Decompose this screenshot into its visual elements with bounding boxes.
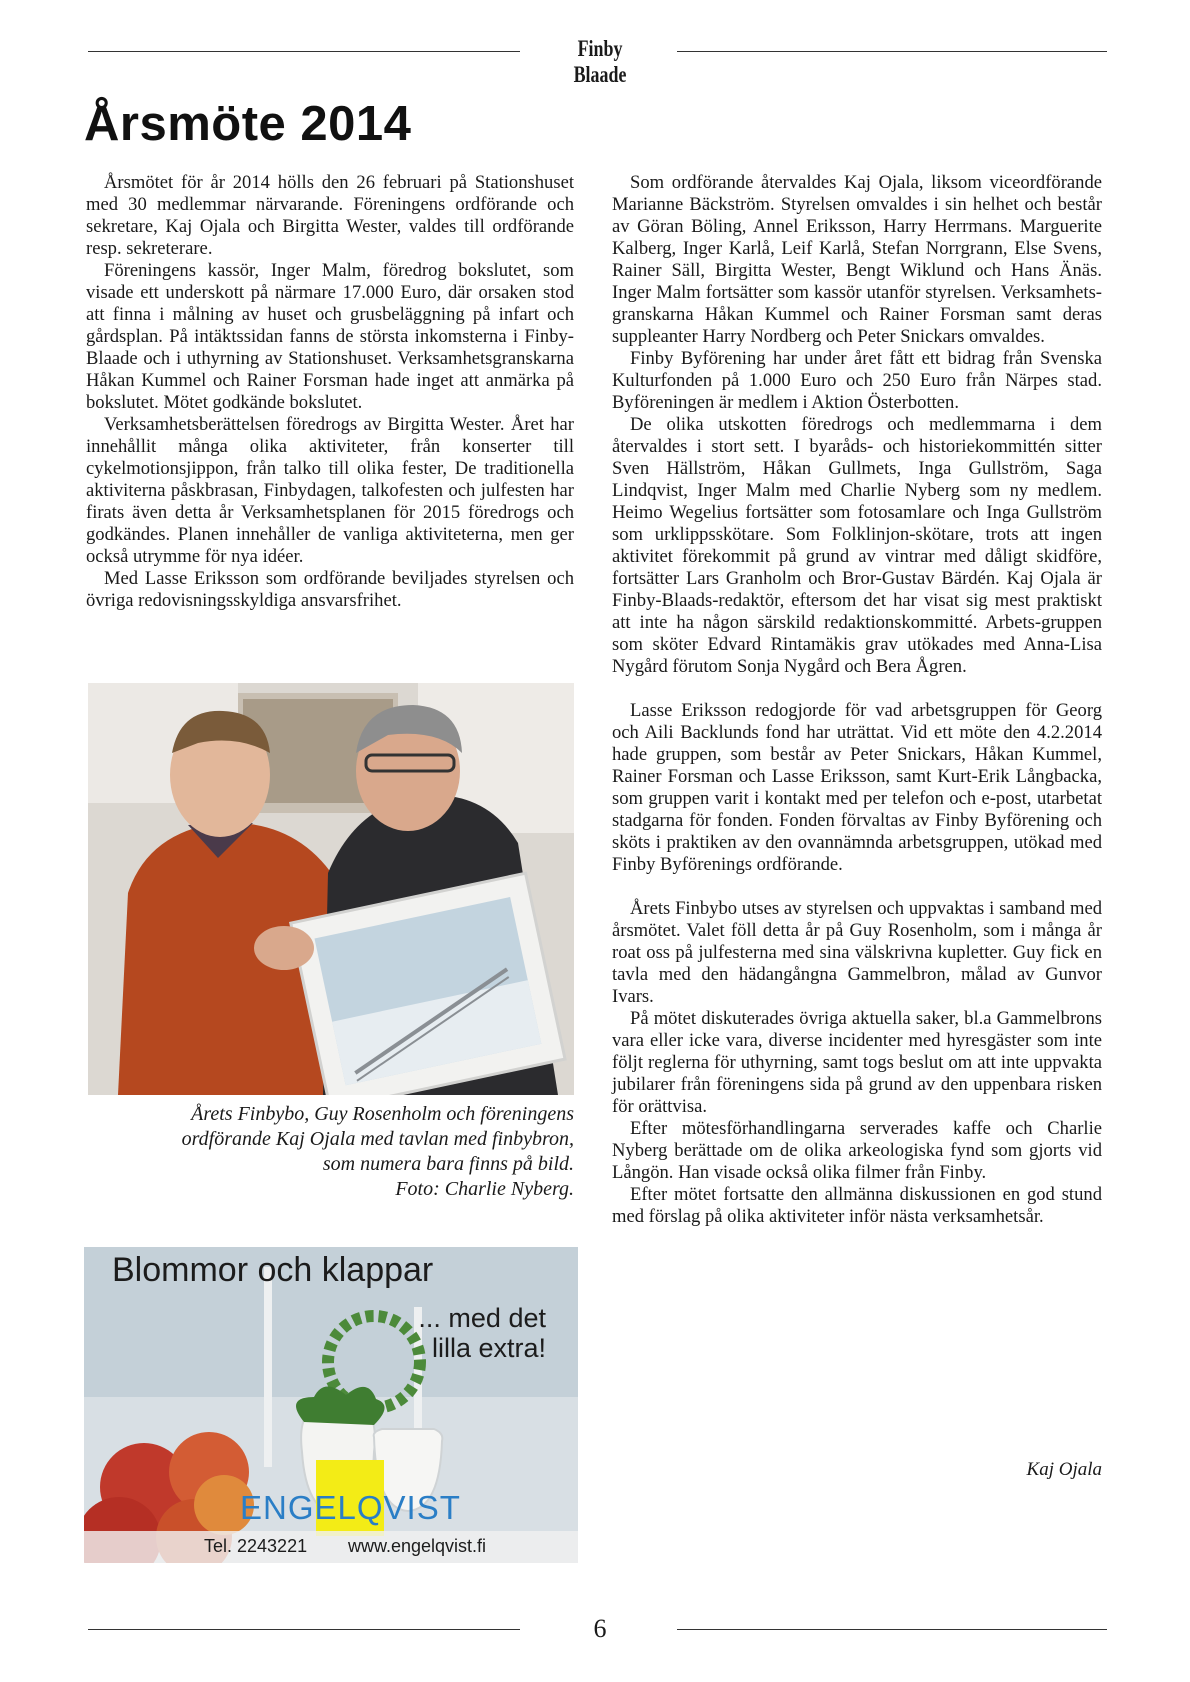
ad-website-link[interactable]: www.engelqvist.fi	[348, 1536, 487, 1556]
header-rule-left	[88, 51, 520, 52]
paragraph: De olika utskotten föredrogs och medlemmarna i dem återvaldes i stort sett. I byaråds- och historiekommittén sitter Sven Hällström, Håkan Gullmets, Inga Gullström, Saga Lindqvist, Inger Malm med Charlie Nyberg som ny medlem. Heimo Wegelius fortsätter som fotosamlare och Inga Gullström som urklippsskötare. Som Folklinjon-skötare, trots att ingen aktivitet förekommit på grund av vintrar med dåligt skidföre, fortsätter Lars Granholm och Bror-Gustav Bärdén. Kaj Ojala är Finby-Blaads-redaktör, eftersom det har visat sig mest praktiskt att inte ha någon särskild redaktionskommitté. Arbets-gruppen som sköter Edvard Rintamäkis grav utökades med Anna-Lisa Nygård förutom Sonja Nygård och Bera Ågren.	[612, 414, 1102, 677]
footer-rule-right	[677, 1629, 1107, 1630]
caption-line: ordförande Kaj Ojala med tavlan med finbybron,	[181, 1128, 574, 1150]
page-number: 6	[593, 1614, 607, 1643]
caption-line: som numera bara finns på bild.	[322, 1153, 574, 1175]
header-rule-right	[677, 51, 1107, 52]
article-title: Årsmöte 2014	[84, 97, 412, 151]
caption-line: Årets Finbybo, Guy Rosenholm och föreningens	[191, 1103, 574, 1125]
article-right-column	[612, 172, 1102, 1228]
paragraph: Efter mötesförhandlingarna serverades kaffe och Charlie Nyberg berättade om de olika arkeologiska fynd som gjorts vid Långön. Han visade också olika filmer från Finby.	[612, 1118, 1102, 1183]
publication-title: Finby Blaade	[573, 36, 627, 87]
ad-tagline-1: ... med det	[418, 1303, 546, 1333]
paragraph: Med Lasse Eriksson som ordförande beviljades styrelsen och övriga redovisningsskyldiga ansvarsfrihet.	[86, 568, 574, 611]
paragraph: Föreningens kassör, Inger Malm, föredrog bokslutet, som visade ett underskott på närmare 17.000 Euro, där orsaken stod att finna i målning av huset och grusbeläggning på infart och gårdsplan. På intäktssidan fanns de största inkomsterna i Finby-Blaade och i uthyrning av Stationshuset. Verksamhetsgranskarna Håkan Kummel och Rainer Forsman hade inget att anmärka på bokslutet. Mötet godkände bokslutet.	[86, 260, 574, 413]
paragraph: Som ordförande återvaldes Kaj Ojala, liksom viceordförande Marianne Bäckström. Styrelsen omvaldes i sin helhet och består av Göran Böling, Annel Eriksson, Harry Herrmans. Marguerite Kalberg, Inger Karlå, Leif Karlå, Stefan Norrgrann, Else Svens, Rainer Säll, Birgitta Wester, Bengt Wiklund och Hans Änäs. Inger Malm fortsätter som kassör utanför styrelsen. Verksamhets-granskarna Håkan Kummel och Rainer Forsman samt deras suppleanter Harry Nordberg och Peter Snickars omvaldes.	[612, 172, 1102, 347]
paragraph: Årsmötet för år 2014 hölls den 26 februari på Stationshuset med 30 medlemmar närvarande. Föreningens ordförande och sekretare, Kaj Ojala och Birgitta Wester, valdes till ordförande resp. sekreterare.	[86, 172, 574, 259]
ad-headline: Blommor och klappar	[112, 1251, 434, 1289]
paragraph: Lasse Eriksson redogjorde för vad arbetsgruppen för Georg och Aili Backlunds fond har uträttat. Vid ett möte den 4.2.2014 hade gruppen, som består av Peter Snickars, Håkan Kummel, Rainer Forsman och Lasse Eriksson, samt Kurt-Erik Långbacka, som gruppen varit i kontakt med per telefon och e-post, utarbetat stadgarna för fonden. Fonden förvaltas av Finby Byförening och sköts i praktiken av den ovannämnda arbetsgruppen, utökad med Finby Byförenings ordförande.	[612, 700, 1102, 875]
ad-brand: ENGELQVIST	[240, 1489, 461, 1526]
ad-contact-bar	[84, 1531, 578, 1563]
footer-rule-left	[88, 1629, 520, 1630]
photo-illustration	[88, 683, 574, 1095]
paragraph: Verksamhetsberättelsen föredrogs av Birgitta Wester. Året har innehållit många olika aktiviteter, från konserter till cykelmotionsjippon, från talko till olika fester, De traditionella aktiviterna påskbrasan, Finbydagen, talkofesten och julfesten har firats även detta år Verksamhetsplanen för 2015 föredrogs och godkändes. Planen innehåller de vanliga aktiviteterna, men ger också utrymme för nya idéer.	[86, 414, 574, 567]
paragraph: Årets Finbybo utses av styrelsen och uppvaktas i samband med årsmötet. Valet föll detta år på Guy Rosenholm, som i många år roat oss på julfesterna med sina välskrivna kupletter. Guy fick en tavla med den hädangångna Gammelbron, målad av Gunvor Ivars.	[612, 898, 1102, 1007]
article-photo	[88, 683, 574, 1095]
paragraph: På mötet diskuterades övriga aktuella saker, bl.a Gammelbrons vara eller icke vara, diverse incidenter med hyresgäster som inte följt reglerna för uthyrning, samt togs beslut om att inte uppvakta jubilarer från föreningens sida på grund av den uppenbara risken för orättvisa.	[612, 1008, 1102, 1117]
ad-phone: Tel. 2243221	[204, 1536, 308, 1556]
ad-tagline-2: lilla extra!	[431, 1333, 546, 1363]
advertisement	[84, 1247, 578, 1563]
article-left-column	[86, 172, 574, 612]
caption-line: Foto: Charlie Nyberg.	[395, 1178, 574, 1200]
photo-caption	[88, 1102, 574, 1202]
author-signature: Kaj Ojala	[1026, 1459, 1102, 1480]
paragraph: Efter mötet fortsatte den allmänna diskussionen en god stund med förslag på olika aktiviteter inför nästa verksamhetsår.	[612, 1184, 1102, 1227]
paragraph: Finby Byförening har under året fått ett bidrag från Svenska Kulturfonden på 1.000 Euro och 250 Euro från Närpes stad. Byföreningen är medlem i Aktion Österbotten.	[612, 348, 1102, 413]
